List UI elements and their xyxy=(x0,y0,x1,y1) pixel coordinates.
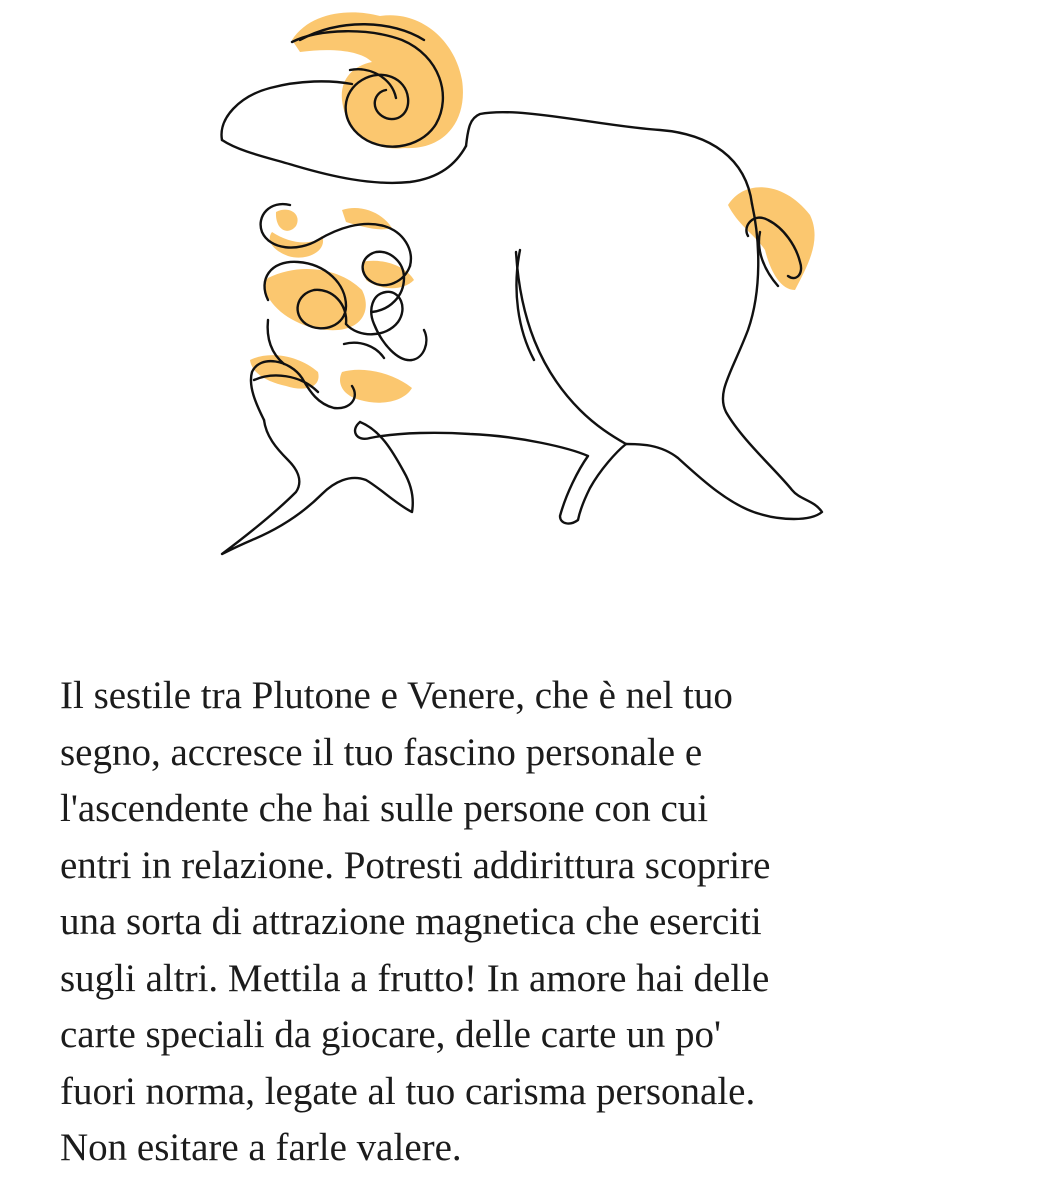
horoscope-text: Il sestile tra Plutone e Venere, che è nel tuo segno, accresce il tuo fascino personale e l'ascendente che hai sulle persone con cui entri in relazione. Potresti addirittura scoprire una sorta di attrazione magnetica che eserciti sugli altri. Mettila a frutto! In amore hai delle carte speciali da giocare, delle carte un po' fuori norma, legate al tuo carisma personale. Non esitare a farle valere. xyxy=(60,674,771,1169)
accent-blobs xyxy=(250,12,815,402)
